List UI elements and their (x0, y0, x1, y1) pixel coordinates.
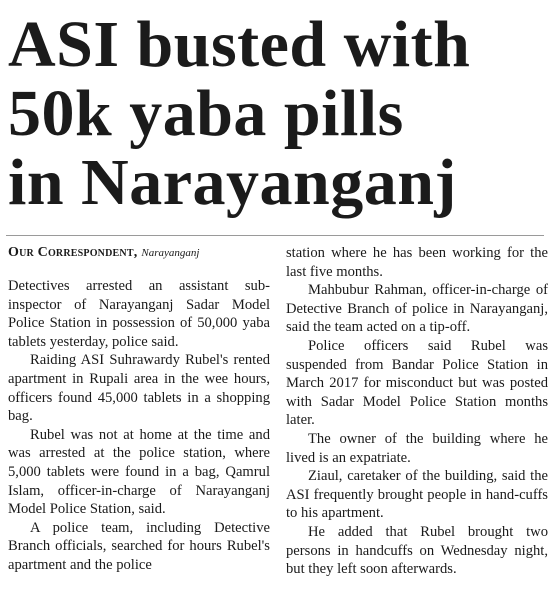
paragraph: station where he has been working for the last five months. (286, 245, 548, 280)
headline-line-1: ASI busted with (8, 8, 471, 81)
paragraph: Raiding ASI Suhrawardy Rubel's rented apartment in Rupali area in the wee hours, officers found 45,000 tablets in a shopping bag. (8, 352, 270, 425)
headline-line-3: in Narayanganj (8, 146, 457, 219)
paragraph: He added that Rubel brought two persons in handcuffs on Wednesday night, but they left soon afterwards. (286, 523, 548, 578)
paragraph: The owner of the building where he lived is an expatriate. (286, 430, 548, 466)
byline-name: Our Correspondent, (8, 245, 138, 260)
paragraph: Detectives arrested an assistant sub-inspector of Narayanganj Sadar Model Police Station in possession of 50,000 yaba tablets yesterday, police said. (8, 278, 270, 350)
headline-line-2: 50k yaba pills (8, 77, 404, 150)
paragraph: Police officers said Rubel was suspended from Bandar Police Station in March 2017 for misconduct but was posted with Sadar Model Police Station months later. (286, 337, 548, 429)
byline (8, 244, 278, 261)
headline (8, 10, 548, 217)
article-column-1 (8, 277, 270, 575)
paragraph: Ziaul, caretaker of the building, said the ASI frequently brought people in hand-cuffs to his apartment. (286, 468, 548, 522)
article-column-2 (286, 244, 548, 579)
paragraph: Rubel was not at home at the time and was arrested at the police station, where 5,000 tablets were found in a bag, Qamrul Islam, officer-in-charge of Narayanganj Model Police Station, said. (8, 426, 270, 518)
paragraph: Mahbubur Rahman, officer-in-charge of Detective Branch of police in Narayanganj, said the team acted on a tip-off. (286, 282, 548, 336)
byline-place: Narayanganj (141, 247, 200, 259)
headline-divider (6, 235, 544, 236)
paragraph: A police team, including Detective Branch officials, searched for hours Rubel's apartment and the police (8, 519, 270, 573)
